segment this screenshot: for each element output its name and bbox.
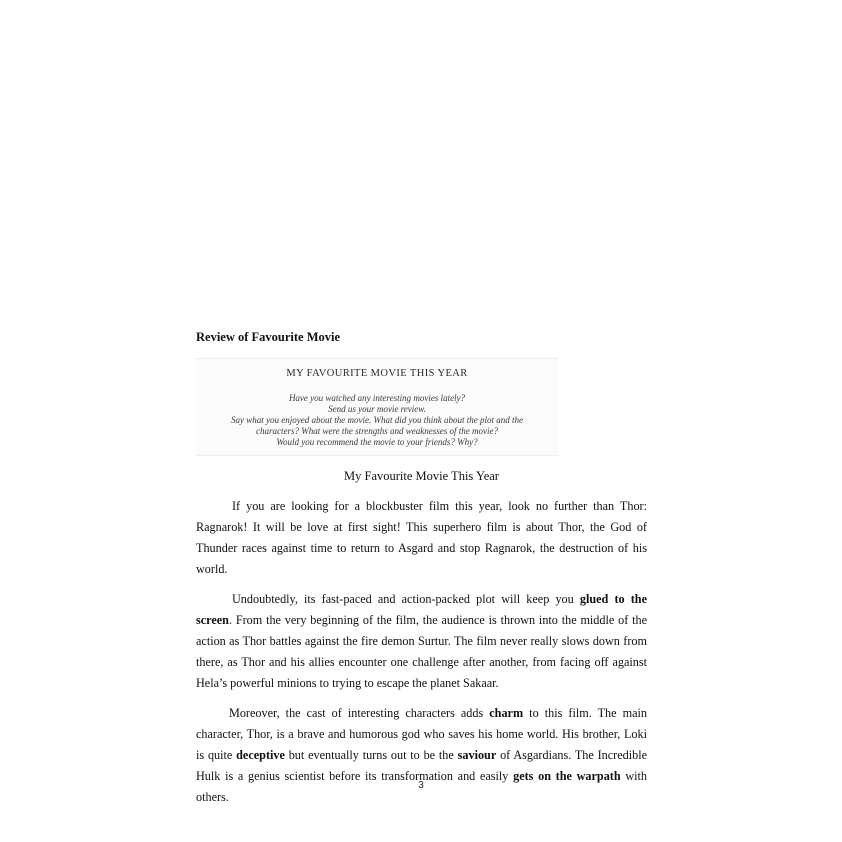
- prompt-line: Have you watched any interesting movies lately?: [288, 393, 466, 403]
- paragraph-text: . From the very beginning of the film, the audience is thrown into the middle of the action as Thor battles against the fire demon Surtur. The film never really slows down from there, as Thor and his allies encounter one challenge after another, from facing off against Hela’s powerful minions to trying to escape the planet Sakaar.: [196, 613, 647, 690]
- prompt-line: Say what you enjoyed about the movie. What did you think about the plot and the: [231, 415, 523, 425]
- paragraph-text: Undoubtedly, its fast-paced and action-packed plot will keep you: [232, 592, 580, 606]
- writing-prompt-image: [196, 358, 558, 456]
- bold-phrase: glued to the screen: [196, 592, 647, 627]
- paragraph-introduction: [196, 496, 647, 580]
- paragraph-text: but eventually turns out to be the: [284, 748, 458, 762]
- prompt-line: Would you recommend the movie to your friends? Why?: [276, 437, 478, 447]
- bold-phrase: deceptive: [236, 748, 285, 762]
- paragraph-text: with others.: [196, 769, 648, 804]
- paragraph-text: If you are looking for a blockbuster film this year, look no further than Thor: Ragnarok! It will be love at first sight! This superhero film is about Thor, the God of Thunder races against time to return to Asgard and stop Ragnarok, the destruction of his world.: [196, 499, 647, 576]
- paragraph-plot: [196, 589, 647, 694]
- prompt-lines: [196, 393, 558, 448]
- prompt-line: Send us your movie review.: [328, 404, 426, 414]
- paragraph-text: of Asgardians. The Incredible Hulk is a genius scientist before its transformation and easily: [196, 748, 648, 783]
- section-heading: Review of Favourite Movie: [196, 330, 341, 344]
- prompt-title: MY FAVOURITE MOVIE THIS YEAR: [286, 368, 468, 379]
- review-title: My Favourite Movie This Year: [344, 469, 499, 483]
- paragraph-text: Moreover, the cast of interesting characters adds: [229, 706, 490, 720]
- paragraph-characters: [196, 703, 647, 808]
- prompt-line: characters? What were the strengths and weaknesses of the movie?: [255, 426, 499, 436]
- review-body: [196, 496, 647, 817]
- bold-phrase: saviour: [457, 748, 497, 762]
- paragraph-text: to this film. The main character, Thor, is a brave and humorous god who saves his home world. His brother, Loki is quite: [196, 706, 647, 762]
- bold-phrase: gets on the warpath: [513, 769, 621, 783]
- page-number: 3: [418, 780, 424, 791]
- bold-phrase: charm: [489, 706, 524, 720]
